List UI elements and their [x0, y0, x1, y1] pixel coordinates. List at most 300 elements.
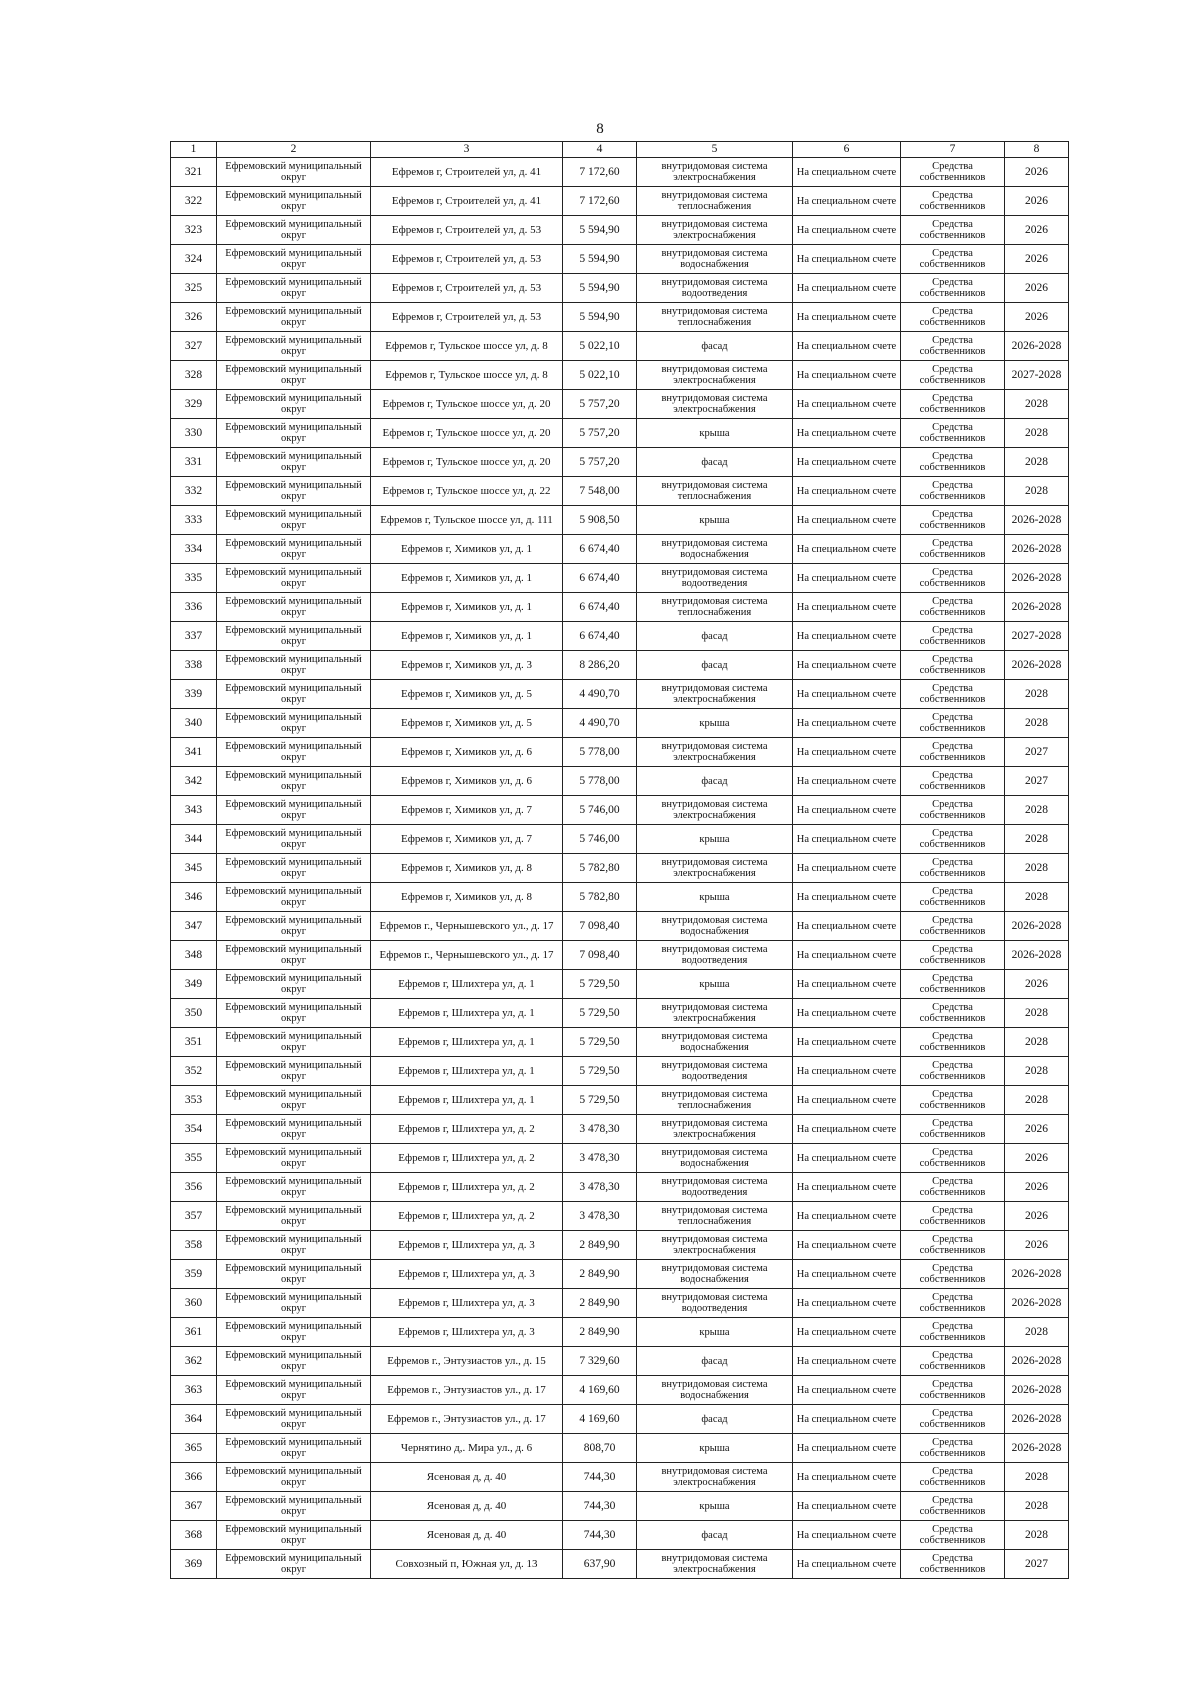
cell-work-type: внутридомовая система теплоснабжения	[637, 1086, 793, 1115]
cell-work-type: фасад	[637, 448, 793, 477]
cell-municipality: Ефремовский муниципальный округ	[217, 158, 371, 187]
cell-funding-source: Средства собственников	[901, 796, 1005, 825]
cell-funding-source: Средства собственников	[901, 419, 1005, 448]
cell-funding-source: Средства собственников	[901, 564, 1005, 593]
cell-work-type: внутридомовая система водоотведения	[637, 941, 793, 970]
cell-work-type: крыша	[637, 883, 793, 912]
cell-area: 5 746,00	[563, 825, 637, 854]
cell-work-type: крыша	[637, 1492, 793, 1521]
cell-municipality: Ефремовский муниципальный округ	[217, 593, 371, 622]
cell-funding-source: Средства собственников	[901, 1086, 1005, 1115]
cell-municipality: Ефремовский муниципальный округ	[217, 651, 371, 680]
cell-municipality: Ефремовский муниципальный округ	[217, 1550, 371, 1579]
cell-row-number: 340	[171, 709, 217, 738]
cell-period: 2028	[1005, 1318, 1069, 1347]
cell-funding-source: Средства собственников	[901, 767, 1005, 796]
cell-fund-method: На специальном счете	[793, 854, 901, 883]
cell-municipality: Ефремовский муниципальный округ	[217, 1202, 371, 1231]
cell-municipality: Ефремовский муниципальный округ	[217, 361, 371, 390]
table-row	[171, 1550, 1069, 1579]
cell-area: 5 594,90	[563, 303, 637, 332]
cell-work-type: внутридомовая система электроснабжения	[637, 738, 793, 767]
cell-row-number: 356	[171, 1173, 217, 1202]
page-number: 8	[596, 121, 604, 137]
cell-fund-method: На специальном счете	[793, 1144, 901, 1173]
cell-fund-method: На специальном счете	[793, 390, 901, 419]
cell-funding-source: Средства собственников	[901, 999, 1005, 1028]
cell-row-number: 326	[171, 303, 217, 332]
cell-row-number: 337	[171, 622, 217, 651]
cell-area: 2 849,90	[563, 1231, 637, 1260]
table-row	[171, 158, 1069, 187]
cell-municipality: Ефремовский муниципальный округ	[217, 796, 371, 825]
cell-period: 2026-2028	[1005, 332, 1069, 361]
cell-municipality: Ефремовский муниципальный округ	[217, 1231, 371, 1260]
cell-municipality: Ефремовский муниципальный округ	[217, 216, 371, 245]
cell-period: 2028	[1005, 1463, 1069, 1492]
cell-funding-source: Средства собственников	[901, 216, 1005, 245]
cell-address: Ефремов г, Химиков ул, д. 6	[371, 767, 563, 796]
cell-area: 4 169,60	[563, 1405, 637, 1434]
cell-period: 2026-2028	[1005, 564, 1069, 593]
cell-row-number: 324	[171, 245, 217, 274]
table-row	[171, 1231, 1069, 1260]
table-row	[171, 796, 1069, 825]
cell-funding-source: Средства собственников	[901, 970, 1005, 999]
cell-period: 2028	[1005, 680, 1069, 709]
cell-address: Ефремов г, Шлихтера ул, д. 3	[371, 1260, 563, 1289]
table-row	[171, 941, 1069, 970]
table-row	[171, 535, 1069, 564]
cell-municipality: Ефремовский муниципальный округ	[217, 332, 371, 361]
cell-municipality: Ефремовский муниципальный округ	[217, 825, 371, 854]
cell-address: Ефремов г, Тульское шоссе ул, д. 111	[371, 506, 563, 535]
cell-municipality: Ефремовский муниципальный округ	[217, 1347, 371, 1376]
table-row	[171, 1115, 1069, 1144]
cell-row-number: 328	[171, 361, 217, 390]
cell-funding-source: Средства собственников	[901, 274, 1005, 303]
cell-period: 2026	[1005, 158, 1069, 187]
cell-row-number: 358	[171, 1231, 217, 1260]
cell-area: 7 548,00	[563, 477, 637, 506]
cell-work-type: внутридомовая система водоотведения	[637, 274, 793, 303]
cell-municipality: Ефремовский муниципальный округ	[217, 1405, 371, 1434]
cell-address: Ефремов г, Строителей ул, д. 53	[371, 216, 563, 245]
table-row	[171, 738, 1069, 767]
cell-municipality: Ефремовский муниципальный округ	[217, 854, 371, 883]
cell-funding-source: Средства собственников	[901, 680, 1005, 709]
cell-fund-method: На специальном счете	[793, 999, 901, 1028]
cell-municipality: Ефремовский муниципальный округ	[217, 535, 371, 564]
cell-funding-source: Средства собственников	[901, 1115, 1005, 1144]
cell-fund-method: На специальном счете	[793, 303, 901, 332]
cell-funding-source: Средства собственников	[901, 1521, 1005, 1550]
cell-address: Ефремов г, Химиков ул, д. 5	[371, 709, 563, 738]
cell-funding-source: Средства собственников	[901, 1231, 1005, 1260]
cell-row-number: 332	[171, 477, 217, 506]
cell-row-number: 357	[171, 1202, 217, 1231]
table-row	[171, 1463, 1069, 1492]
cell-address: Ефремов г, Шлихтера ул, д. 2	[371, 1202, 563, 1231]
cell-row-number: 322	[171, 187, 217, 216]
cell-funding-source: Средства собственников	[901, 245, 1005, 274]
cell-funding-source: Средства собственников	[901, 738, 1005, 767]
cell-work-type: внутридомовая система водоснабжения	[637, 535, 793, 564]
cell-work-type: внутридомовая система теплоснабжения	[637, 303, 793, 332]
cell-fund-method: На специальном счете	[793, 1434, 901, 1463]
cell-work-type: внутридомовая система водоотведения	[637, 1057, 793, 1086]
cell-fund-method: На специальном счете	[793, 651, 901, 680]
cell-period: 2028	[1005, 1057, 1069, 1086]
cell-work-type: внутридомовая система электроснабжения	[637, 1231, 793, 1260]
cell-work-type: внутридомовая система электроснабжения	[637, 854, 793, 883]
cell-address: Ефремов г., Чернышевского ул., д. 17	[371, 912, 563, 941]
cell-fund-method: На специальном счете	[793, 767, 901, 796]
cell-row-number: 367	[171, 1492, 217, 1521]
column-header-5: 5	[637, 142, 793, 158]
cell-funding-source: Средства собственников	[901, 361, 1005, 390]
cell-row-number: 329	[171, 390, 217, 419]
cell-municipality: Ефремовский муниципальный округ	[217, 1115, 371, 1144]
cell-funding-source: Средства собственников	[901, 883, 1005, 912]
cell-row-number: 325	[171, 274, 217, 303]
cell-work-type: крыша	[637, 825, 793, 854]
table-row	[171, 390, 1069, 419]
cell-work-type: внутридомовая система водоотведения	[637, 1173, 793, 1202]
cell-address: Ефремов г, Тульское шоссе ул, д. 22	[371, 477, 563, 506]
table-row	[171, 216, 1069, 245]
cell-municipality: Ефремовский муниципальный округ	[217, 303, 371, 332]
cell-work-type: внутридомовая система электроснабжения	[637, 216, 793, 245]
cell-address: Ефремов г, Шлихтера ул, д. 3	[371, 1289, 563, 1318]
cell-period: 2026	[1005, 1202, 1069, 1231]
cell-fund-method: На специальном счете	[793, 970, 901, 999]
cell-area: 6 674,40	[563, 593, 637, 622]
cell-area: 2 849,90	[563, 1260, 637, 1289]
cell-municipality: Ефремовский муниципальный округ	[217, 1173, 371, 1202]
cell-row-number: 339	[171, 680, 217, 709]
cell-period: 2028	[1005, 1521, 1069, 1550]
cell-address: Ефремов г, Строителей ул, д. 53	[371, 303, 563, 332]
cell-row-number: 348	[171, 941, 217, 970]
cell-fund-method: На специальном счете	[793, 825, 901, 854]
cell-work-type: фасад	[637, 622, 793, 651]
cell-municipality: Ефремовский муниципальный округ	[217, 1463, 371, 1492]
cell-fund-method: На специальном счете	[793, 1115, 901, 1144]
cell-address: Ефремов г, Шлихтера ул, д. 2	[371, 1115, 563, 1144]
cell-period: 2026-2028	[1005, 1260, 1069, 1289]
cell-area: 808,70	[563, 1434, 637, 1463]
cell-municipality: Ефремовский муниципальный округ	[217, 187, 371, 216]
table-row	[171, 303, 1069, 332]
cell-municipality: Ефремовский муниципальный округ	[217, 448, 371, 477]
table-row	[171, 767, 1069, 796]
cell-period: 2026	[1005, 187, 1069, 216]
cell-municipality: Ефремовский муниципальный округ	[217, 738, 371, 767]
cell-funding-source: Средства собственников	[901, 506, 1005, 535]
cell-row-number: 343	[171, 796, 217, 825]
cell-funding-source: Средства собственников	[901, 1463, 1005, 1492]
cell-fund-method: На специальном счете	[793, 1521, 901, 1550]
cell-address: Ефремов г, Химиков ул, д. 1	[371, 535, 563, 564]
cell-work-type: крыша	[637, 1434, 793, 1463]
column-header-3: 3	[371, 142, 563, 158]
cell-funding-source: Средства собственников	[901, 1376, 1005, 1405]
cell-work-type: внутридомовая система теплоснабжения	[637, 187, 793, 216]
cell-row-number: 346	[171, 883, 217, 912]
cell-area: 3 478,30	[563, 1115, 637, 1144]
cell-fund-method: На специальном счете	[793, 883, 901, 912]
cell-municipality: Ефремовский муниципальный округ	[217, 1144, 371, 1173]
table-row	[171, 564, 1069, 593]
cell-address: Ефремов г., Чернышевского ул., д. 17	[371, 941, 563, 970]
cell-funding-source: Средства собственников	[901, 390, 1005, 419]
cell-funding-source: Средства собственников	[901, 1057, 1005, 1086]
cell-municipality: Ефремовский муниципальный округ	[217, 1376, 371, 1405]
cell-fund-method: На специальном счете	[793, 709, 901, 738]
cell-address: Ефремов г, Шлихтера ул, д. 1	[371, 970, 563, 999]
cell-municipality: Ефремовский муниципальный округ	[217, 564, 371, 593]
table-row	[171, 912, 1069, 941]
cell-period: 2028	[1005, 419, 1069, 448]
cell-work-type: внутридомовая система водоснабжения	[637, 245, 793, 274]
cell-work-type: фасад	[637, 1347, 793, 1376]
cell-row-number: 366	[171, 1463, 217, 1492]
cell-work-type: внутридомовая система электроснабжения	[637, 1463, 793, 1492]
column-header-6: 6	[793, 142, 901, 158]
table-row	[171, 1202, 1069, 1231]
cell-area: 6 674,40	[563, 622, 637, 651]
cell-period: 2026-2028	[1005, 1434, 1069, 1463]
cell-funding-source: Средства собственников	[901, 912, 1005, 941]
cell-municipality: Ефремовский муниципальный округ	[217, 274, 371, 303]
cell-row-number: 364	[171, 1405, 217, 1434]
cell-area: 5 729,50	[563, 1086, 637, 1115]
cell-funding-source: Средства собственников	[901, 709, 1005, 738]
table-row	[171, 1376, 1069, 1405]
cell-fund-method: На специальном счете	[793, 1260, 901, 1289]
table-row	[171, 999, 1069, 1028]
cell-work-type: внутридомовая система электроснабжения	[637, 1115, 793, 1144]
table-row	[171, 274, 1069, 303]
cell-area: 5 757,20	[563, 419, 637, 448]
cell-address: Ефремов г, Шлихтера ул, д. 1	[371, 1086, 563, 1115]
cell-fund-method: На специальном счете	[793, 1086, 901, 1115]
header-row	[171, 142, 1069, 158]
cell-area: 5 778,00	[563, 738, 637, 767]
cell-work-type: крыша	[637, 506, 793, 535]
cell-row-number: 323	[171, 216, 217, 245]
table-row	[171, 477, 1069, 506]
cell-address: Ефремов г, Химиков ул, д. 5	[371, 680, 563, 709]
cell-row-number: 349	[171, 970, 217, 999]
cell-period: 2026-2028	[1005, 506, 1069, 535]
table-row	[171, 593, 1069, 622]
cell-row-number: 333	[171, 506, 217, 535]
cell-area: 7 172,60	[563, 187, 637, 216]
cell-funding-source: Средства собственников	[901, 1550, 1005, 1579]
cell-work-type: фасад	[637, 767, 793, 796]
cell-work-type: внутридомовая система водоотведения	[637, 564, 793, 593]
cell-period: 2026-2028	[1005, 651, 1069, 680]
cell-area: 5 729,50	[563, 970, 637, 999]
cell-area: 4 490,70	[563, 680, 637, 709]
cell-period: 2027-2028	[1005, 361, 1069, 390]
cell-address: Ефремов г, Шлихтера ул, д. 1	[371, 999, 563, 1028]
cell-area: 5 022,10	[563, 361, 637, 390]
cell-area: 5 757,20	[563, 448, 637, 477]
cell-work-type: фасад	[637, 1405, 793, 1434]
cell-row-number: 336	[171, 593, 217, 622]
cell-fund-method: На специальном счете	[793, 680, 901, 709]
cell-funding-source: Средства собственников	[901, 854, 1005, 883]
cell-funding-source: Средства собственников	[901, 1434, 1005, 1463]
cell-address: Ефремов г, Химиков ул, д. 3	[371, 651, 563, 680]
cell-fund-method: На специальном счете	[793, 448, 901, 477]
cell-area: 2 849,90	[563, 1289, 637, 1318]
cell-period: 2026	[1005, 274, 1069, 303]
cell-municipality: Ефремовский муниципальный округ	[217, 245, 371, 274]
cell-period: 2028	[1005, 1492, 1069, 1521]
cell-address: Ясеновая д, д. 40	[371, 1463, 563, 1492]
cell-area: 5 022,10	[563, 332, 637, 361]
cell-area: 4 490,70	[563, 709, 637, 738]
cell-fund-method: На специальном счете	[793, 187, 901, 216]
cell-row-number: 344	[171, 825, 217, 854]
cell-work-type: внутридомовая система водоснабжения	[637, 912, 793, 941]
cell-period: 2026-2028	[1005, 941, 1069, 970]
cell-municipality: Ефремовский муниципальный округ	[217, 767, 371, 796]
cell-work-type: внутридомовая система электроснабжения	[637, 1550, 793, 1579]
cell-fund-method: На специальном счете	[793, 332, 901, 361]
cell-funding-source: Средства собственников	[901, 1318, 1005, 1347]
cell-funding-source: Средства собственников	[901, 1347, 1005, 1376]
cell-municipality: Ефремовский муниципальный округ	[217, 1086, 371, 1115]
cell-fund-method: На специальном счете	[793, 477, 901, 506]
cell-address: Ефремов г, Химиков ул, д. 8	[371, 854, 563, 883]
cell-funding-source: Средства собственников	[901, 825, 1005, 854]
cell-area: 5 746,00	[563, 796, 637, 825]
cell-period: 2027-2028	[1005, 622, 1069, 651]
cell-area: 637,90	[563, 1550, 637, 1579]
cell-fund-method: На специальном счете	[793, 419, 901, 448]
cell-address: Ефремов г, Строителей ул, д. 53	[371, 274, 563, 303]
cell-row-number: 335	[171, 564, 217, 593]
cell-municipality: Ефремовский муниципальный округ	[217, 709, 371, 738]
table-row	[171, 1289, 1069, 1318]
cell-row-number: 351	[171, 1028, 217, 1057]
cell-address: Ефремов г., Энтузиастов ул., д. 17	[371, 1376, 563, 1405]
cell-funding-source: Средства собственников	[901, 1144, 1005, 1173]
cell-row-number: 327	[171, 332, 217, 361]
cell-area: 5 757,20	[563, 390, 637, 419]
cell-period: 2028	[1005, 883, 1069, 912]
cell-area: 3 478,30	[563, 1144, 637, 1173]
cell-row-number: 321	[171, 158, 217, 187]
cell-row-number: 365	[171, 1434, 217, 1463]
cell-row-number: 363	[171, 1376, 217, 1405]
cell-address: Ефремов г, Строителей ул, д. 41	[371, 187, 563, 216]
cell-address: Ефремов г, Химиков ул, д. 6	[371, 738, 563, 767]
cell-area: 5 782,80	[563, 854, 637, 883]
cell-period: 2026	[1005, 245, 1069, 274]
cell-fund-method: На специальном счете	[793, 361, 901, 390]
cell-address: Ефремов г., Энтузиастов ул., д. 17	[371, 1405, 563, 1434]
cell-municipality: Ефремовский муниципальный округ	[217, 1260, 371, 1289]
cell-period: 2027	[1005, 738, 1069, 767]
table-row	[171, 332, 1069, 361]
cell-row-number: 359	[171, 1260, 217, 1289]
cell-fund-method: На специальном счете	[793, 274, 901, 303]
column-header-4: 4	[563, 142, 637, 158]
cell-fund-method: На специальном счете	[793, 1405, 901, 1434]
cell-area: 5 729,50	[563, 1028, 637, 1057]
cell-municipality: Ефремовский муниципальный округ	[217, 941, 371, 970]
cell-address: Ефремов г, Химиков ул, д. 1	[371, 564, 563, 593]
cell-row-number: 355	[171, 1144, 217, 1173]
cell-funding-source: Средства собственников	[901, 477, 1005, 506]
cell-area: 5 729,50	[563, 999, 637, 1028]
cell-area: 5 594,90	[563, 274, 637, 303]
cell-row-number: 347	[171, 912, 217, 941]
cell-fund-method: На специальном счете	[793, 564, 901, 593]
cell-work-type: внутридомовая система водоснабжения	[637, 1376, 793, 1405]
table-row	[171, 1347, 1069, 1376]
cell-period: 2026	[1005, 216, 1069, 245]
cell-work-type: внутридомовая система электроснабжения	[637, 361, 793, 390]
cell-row-number: 368	[171, 1521, 217, 1550]
cell-fund-method: На специальном счете	[793, 1376, 901, 1405]
cell-area: 3 478,30	[563, 1173, 637, 1202]
cell-work-type: внутридомовая система электроснабжения	[637, 999, 793, 1028]
cell-work-type: внутридомовая система электроснабжения	[637, 680, 793, 709]
table-row	[171, 1144, 1069, 1173]
cell-area: 7 329,60	[563, 1347, 637, 1376]
cell-row-number: 334	[171, 535, 217, 564]
cell-fund-method: На специальном счете	[793, 1550, 901, 1579]
table-row	[171, 1028, 1069, 1057]
cell-period: 2028	[1005, 709, 1069, 738]
cell-period: 2026-2028	[1005, 535, 1069, 564]
column-header-2: 2	[217, 142, 371, 158]
cell-area: 5 782,80	[563, 883, 637, 912]
cell-area: 7 172,60	[563, 158, 637, 187]
table-row	[171, 1173, 1069, 1202]
cell-work-type: крыша	[637, 1318, 793, 1347]
cell-fund-method: На специальном счете	[793, 1173, 901, 1202]
cell-period: 2028	[1005, 390, 1069, 419]
cell-period: 2026	[1005, 303, 1069, 332]
cell-work-type: внутридомовая система теплоснабжения	[637, 593, 793, 622]
cell-address: Ефремов г, Химиков ул, д. 7	[371, 796, 563, 825]
cell-address: Ефремов г, Шлихтера ул, д. 2	[371, 1144, 563, 1173]
column-header-8: 8	[1005, 142, 1069, 158]
cell-period: 2027	[1005, 1550, 1069, 1579]
cell-period: 2026-2028	[1005, 1289, 1069, 1318]
table-row	[171, 506, 1069, 535]
cell-municipality: Ефремовский муниципальный округ	[217, 1289, 371, 1318]
cell-fund-method: На специальном счете	[793, 1057, 901, 1086]
cell-row-number: 330	[171, 419, 217, 448]
table-row	[171, 680, 1069, 709]
table-row	[171, 1521, 1069, 1550]
table-row	[171, 854, 1069, 883]
cell-municipality: Ефремовский муниципальный округ	[217, 622, 371, 651]
cell-row-number: 338	[171, 651, 217, 680]
cell-funding-source: Средства собственников	[901, 1173, 1005, 1202]
cell-row-number: 369	[171, 1550, 217, 1579]
cell-area: 5 778,00	[563, 767, 637, 796]
